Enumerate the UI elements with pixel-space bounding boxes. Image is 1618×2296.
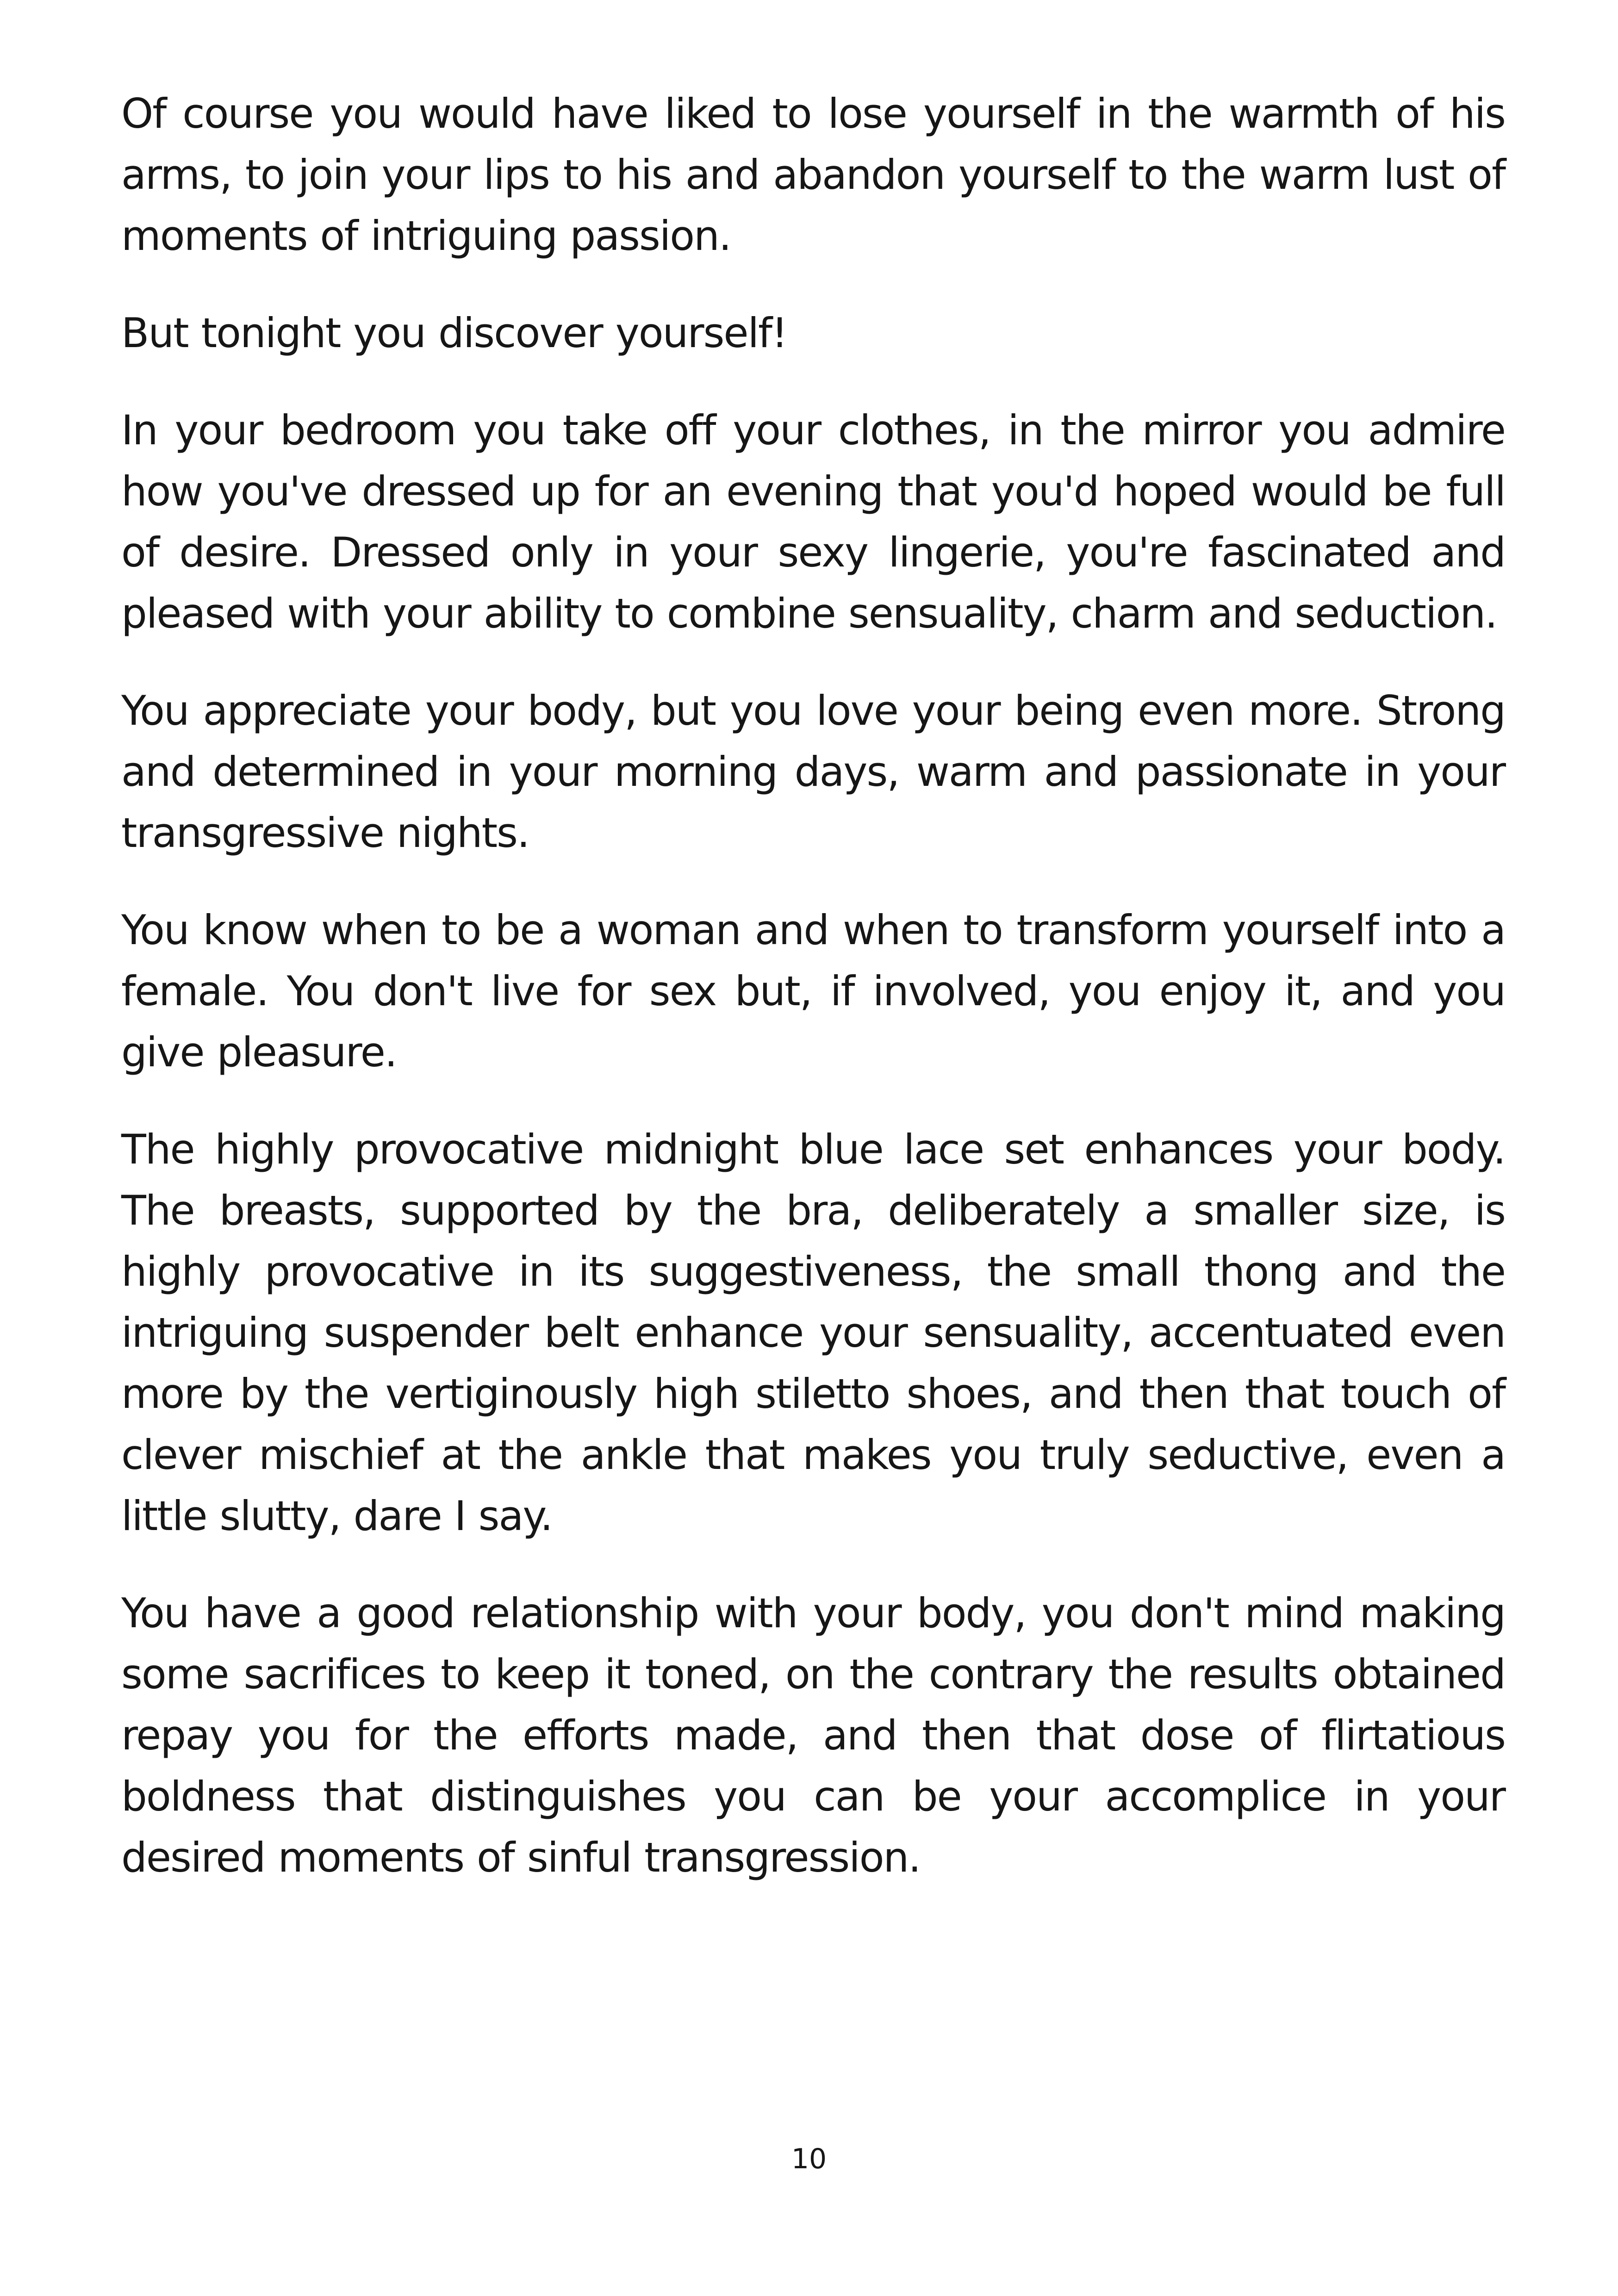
paragraph: But tonight you discover yourself! [121, 309, 787, 357]
body-text [121, 83, 1505, 1924]
paragraph: You know when to be a woman and when to transform yourself into a female. You don't live for sex but, if involved, you enjoy it, and you give pleasure. [121, 906, 1505, 1076]
paragraph: You appreciate your body, but you love your being even more. Strong and determined in your morning days, warm and passionate in your transgressive nights. [121, 687, 1505, 857]
paragraph: You have a good relationship with your body, you don't mind making some sacrifices to keep it toned, on the contrary the results obtained repay you for the efforts made, and then that dose of flirtatious boldness that distinguishes you can be your accomplice in your desired moments of sinful transgression. [121, 1589, 1505, 1881]
paragraph: The highly provocative midnight blue lace set enhances your body. The breasts, supported by the bra, deliberately a smaller size, is highly provocative in its suggestiveness, the small thong and the intriguing suspender belt enhance your sensuality, accentuated even more by the vertiginously high stiletto shoes, and then that touch of clever mischief at the ankle that makes you truly seductive, even a little slutty, dare I say. [121, 1126, 1505, 1540]
paragraph: In your bedroom you take off your clothes, in the mirror you admire how you've dressed up for an evening that you'd hoped would be full of desire. Dressed only in your sexy lingerie, you're fascinated and pleased with your ability to combine sensuality, charm and seduction. [121, 406, 1505, 637]
paragraph: Of course you would have liked to lose yourself in the warmth of his arms, to join your lips to his and abandon yourself to the warm lust of moments of intriguing passion. [121, 90, 1505, 260]
page-number: 10 [791, 2143, 827, 2175]
